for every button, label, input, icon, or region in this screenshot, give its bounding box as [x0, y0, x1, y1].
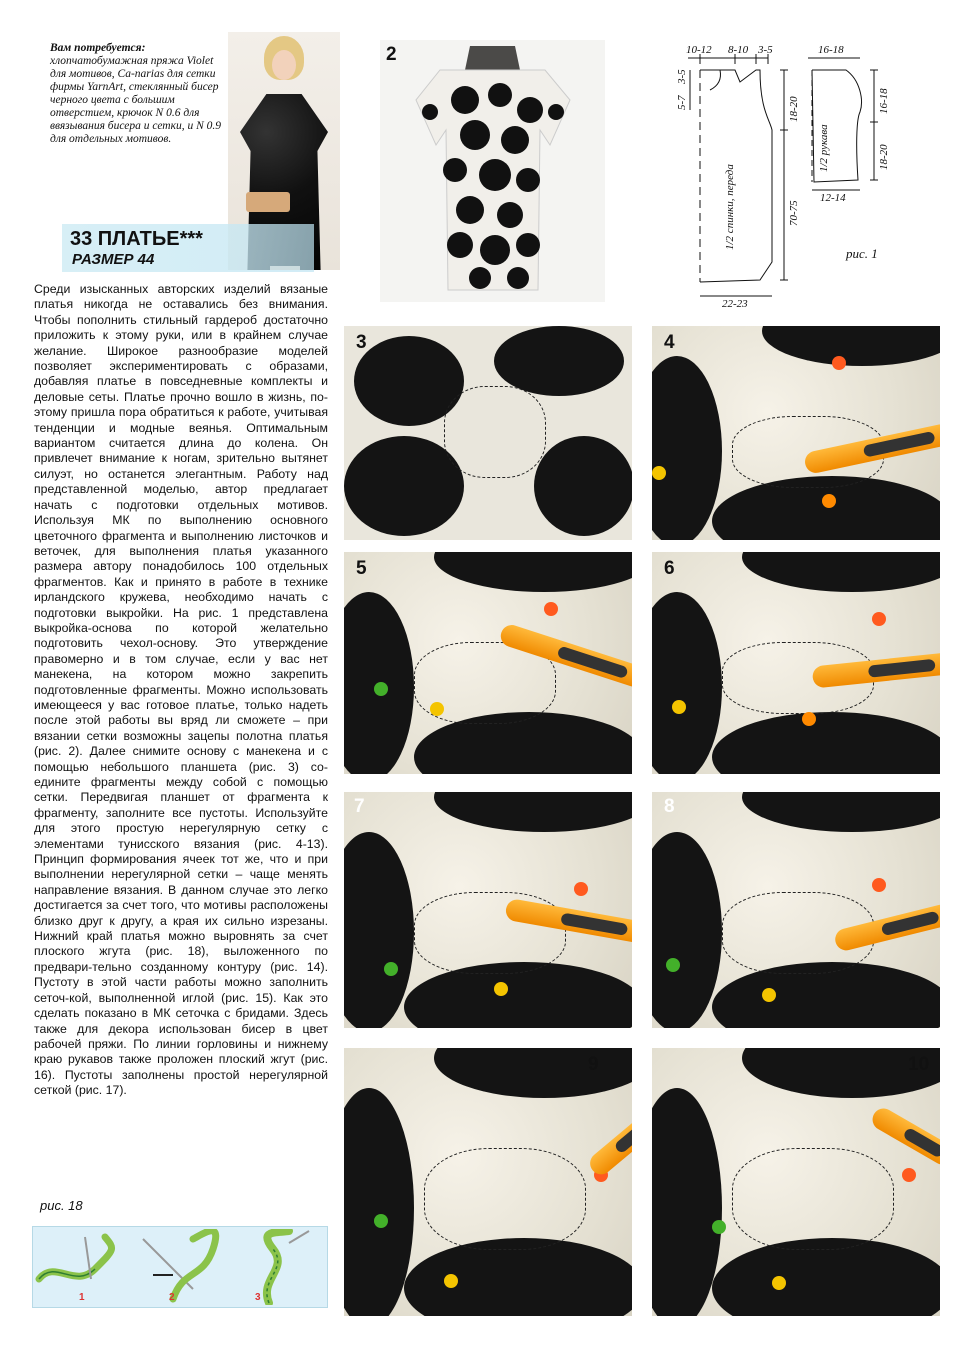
dim-label: 3-5: [758, 44, 773, 56]
fig18-step-3: [229, 1229, 325, 1305]
lace-motif: [762, 326, 940, 366]
pin-bead: [672, 700, 686, 714]
lace-motif: [434, 552, 632, 592]
lace-motif: [652, 592, 722, 774]
dim-label: 5-7: [676, 95, 688, 110]
page-title: 33 ПЛАТЬЕ***: [70, 228, 203, 250]
dim-label: 16-18: [818, 44, 844, 56]
materials-block: [50, 42, 230, 146]
lace-net: [444, 386, 546, 478]
figure-number: 4: [664, 332, 675, 353]
pin-bead: [902, 1168, 916, 1182]
materials-heading: Вам потребуется:: [50, 42, 146, 54]
pin-bead: [494, 982, 508, 996]
figure-number: 8: [664, 796, 675, 817]
pin-bead: [772, 1276, 786, 1290]
pin-bead: [712, 1220, 726, 1234]
pattern-piece-label: 1/2 рукава: [818, 124, 830, 172]
pattern-lines: [660, 40, 905, 310]
pin-bead: [374, 682, 388, 696]
lace-motif: [494, 326, 624, 396]
lace-motif: [652, 1088, 722, 1316]
photo-8: [652, 792, 940, 1028]
cord-illustration-3: [229, 1229, 325, 1305]
pin-bead: [384, 962, 398, 976]
lace-motif: [742, 792, 940, 832]
lace-motif: [344, 1088, 414, 1316]
pin-bead: [802, 712, 816, 726]
pattern-caption: рис. 1: [846, 246, 878, 261]
fig18-step-number: 2: [169, 1292, 175, 1303]
pin-bead: [822, 494, 836, 508]
fig18-step-number: 3: [255, 1292, 261, 1303]
photo-6: [652, 552, 940, 774]
dress-photo: [380, 40, 605, 302]
article-body: Среди изысканных авторских изделий вязаные платья никогда не оставались без внимания. Чтобы пополнить стильный гардероб достаточно приложить к этому руки, или в крайнем случае желание. Широкое разнообразие моделей позволяет экспериментировать с образами, добавляя платье в повседневные комплекты и деловые сеты. Платье прочно вошло в жизнь, по-этому пришла пора обратиться к работе, учитывая тенденции и модные веянья. Оптимальным вариантом считается длина до колена. Он привлечет внимание к ногам, зрительно вытянет силуэт, но останется элегантным. Работу над представленной моделью, автор предлагает начать с подготовки отдельных мотивов. Используя МК по выполнению основного цветочного фрагмента и выполнению листочков и веточек, для выполнения платья указанного размера автору понадобилось 100 отдельных фрагментов. Как и принято в работе в технике ирландского кружева, необходимо начать с подготовки выкройки. На рис. 1 представлена выкройка-основа по которой желательно подготовить чехол-основу. Это утверждение правомерно и в том случае, если у вас нет манекена, на котором можно закрепить подготовленные фрагменты. Можно использовать имеющееся у вас готовое платье, только надеть после этой работы вы вряд ли сможете – при вязании сетки возможны зацепы полотна платья (рис. 2). Далее снимите основу с манекена и с помощью небольшого планшета (рис. 3) со-едините фрагменты между собой с помощью сетки. Передвигая планшет от фрагмента к фрагменту, заполните все пустоты. Используйте для этого простую нерегулярную сетку с элементами тунисского вязания (рис. 4-13). Принцип формирования ячеек тот же, что и при выполнении нерегулярной сетки – чаще менять направление вязания. В данном случае это легко достигается за счет того, что мотивы расположены близко друг к другу, а края их сильно изрезаны. Нижний край платья можно выровнять за счет плоского жгута (рис. 18), выложенного по предвари-тельно созданному контуру (рис. 14). Пустоту в этой части работы можно заполнить сеточ-кой, выполненной иглой (рис. 15). Как это сделать показано в МК сеточка с бридами. Здесь также для декора использован бисер в цвет рабочей пряжи. По линии горловины и нижнему краю рукавов также проложен плоский жгут (рис. 16). Пустоты заполнены простой нерегулярной сеткой (рис. 17).: [34, 282, 328, 1098]
crochet-hook: [586, 1111, 632, 1179]
pin-bead: [762, 988, 776, 1002]
dim-label: 18-20: [788, 96, 800, 122]
fig18-step-number: 1: [79, 1292, 85, 1303]
pin-bead: [544, 602, 558, 616]
figure-number: 7: [354, 796, 365, 817]
lace-net: [732, 1148, 894, 1250]
lace-motif: [434, 792, 632, 832]
pattern-diagram: [660, 40, 905, 310]
model-clutch: [246, 192, 290, 212]
fig18-step-2: [133, 1229, 229, 1305]
figure-number: 10: [908, 1054, 930, 1075]
figure-number: 5: [356, 558, 367, 579]
figure-number: 2: [386, 44, 397, 65]
lace-motif: [434, 1048, 632, 1098]
lace-motif: [712, 712, 940, 774]
dim-label: 22-23: [722, 298, 748, 310]
pattern-piece-label: 1/2 спинки, переда: [724, 164, 736, 250]
lace-motif: [742, 552, 940, 592]
pin-bead: [666, 958, 680, 972]
photo-7: [344, 792, 632, 1028]
photo-9: [344, 1048, 632, 1316]
lace-motif: [652, 356, 722, 540]
photo-5: [344, 552, 632, 774]
pin-bead: [574, 882, 588, 896]
title-banner: [62, 224, 314, 272]
figure-number: 3: [356, 332, 367, 353]
crochet-hook: [869, 1104, 940, 1168]
dress-on-mannequin: [380, 40, 605, 302]
dim-label: 16-18: [878, 88, 890, 114]
figure-number: 9: [588, 1054, 599, 1075]
pin-bead: [652, 466, 666, 480]
dim-label: 70-75: [788, 200, 800, 226]
dim-label: 10-12: [686, 44, 712, 56]
fig18-diagram: [32, 1226, 328, 1308]
pin-bead: [374, 1214, 388, 1228]
photo-3: [344, 326, 632, 540]
pin-bead: [832, 356, 846, 370]
pin-bead: [872, 878, 886, 892]
pin-bead: [872, 612, 886, 626]
lace-motif: [344, 832, 414, 1028]
dim-label: 3-5: [676, 69, 688, 84]
photo-4: [652, 326, 940, 540]
dim-label: 8-10: [728, 44, 749, 56]
figure-number: 6: [664, 558, 675, 579]
lace-net: [424, 1148, 586, 1250]
pin-bead: [430, 702, 444, 716]
pin-bead: [444, 1274, 458, 1288]
fig18-label: рис. 18: [40, 1198, 83, 1213]
lace-motif: [414, 712, 632, 774]
fig18-step-1: [35, 1229, 131, 1305]
size-label: РАЗМЕР 44: [72, 251, 155, 268]
dim-label: 12-14: [820, 192, 846, 204]
dim-label: 18-20: [878, 144, 890, 170]
photo-10: [652, 1048, 940, 1316]
cord-illustration-2: [133, 1229, 229, 1305]
materials-text: хлопчатобумажная пряжа Violet для мотивов, Ca-narias для сетки фирмы YarnArt, стеклянный бисер черного цвета с большим отверстием, крючок N 0.6 для ввязывания бисера и сетки, и N 0.9 для отдельных мотивов.: [50, 55, 222, 145]
lace-motif: [534, 436, 632, 536]
model-face: [272, 50, 296, 80]
lace-motif: [652, 832, 722, 1028]
